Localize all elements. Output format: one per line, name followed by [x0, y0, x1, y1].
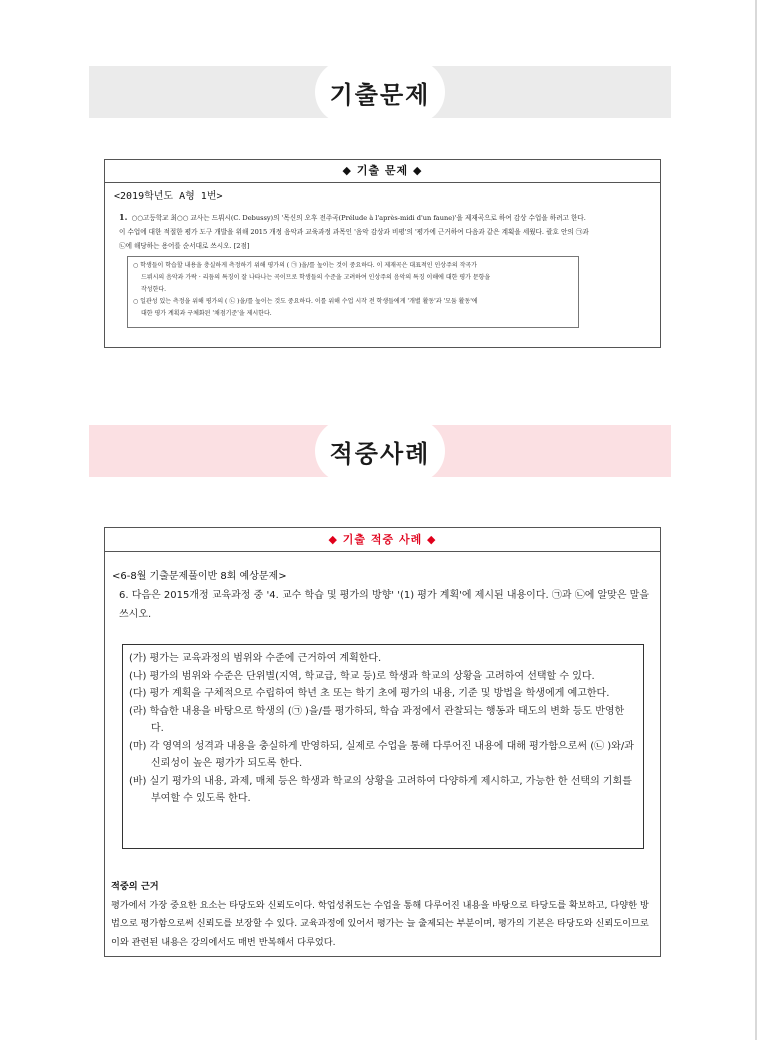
past-exam-source: <2019학년도 A형 1번> [114, 191, 223, 202]
past-exam-box-header: ◆ 기출 문제 ◆ [105, 160, 660, 183]
past-exam-box [104, 159, 661, 348]
list-item: (다) 평가 계획을 구체적으로 수립하여 학년 초 또는 학기 초에 평가의 내용, 기준 및 방법을 학생에게 예고한다. [129, 688, 610, 699]
hit-case-items-box [122, 644, 644, 849]
section-title-past-exam: 기출문제 [315, 60, 445, 124]
hit-basis-text: 평가에서 가장 중요한 요소는 타당도와 신뢰도이다. 학업성취도는 수업을 통해 다루어진 내용을 바탕으로 타당도를 확보하고, 다양한 방법으로 평가함으로써 신뢰도를 보장할 수 있다. 교육과정에 있어서 평가는 늘 출제되는 부분이며, 평가의 기본은 타당도와 신뢰도이므로 이와 관련된 내용은 강의에서도 매번 반복해서 다루었다. [111, 899, 649, 948]
condition-line: 작성한다. [141, 286, 167, 293]
section-title-hit-case: 적중사례 [315, 419, 445, 483]
list-item: (가) 평가는 교육과정의 범위와 수준에 근거하여 계획한다. [129, 653, 382, 664]
hit-basis [111, 878, 657, 952]
condition-line: ○ 학생들이 학습할 내용을 충실하게 측정하기 위해 평가의 ( ㉠ )을/를 높이는 것이 중요하다. 이 제재곡은 대표적인 인상주의 작곡가 [133, 262, 477, 269]
hit-case-source: <6-8월 기출문제풀이반 8회 예상문제> [112, 571, 287, 582]
list-item: (바) 실기 평가의 내용, 과제, 매체 등은 학생과 학교의 상황을 고려하여 다양하게 제시하고, 가능한 한 선택의 기회를 부여할 수 있도록 한다. [129, 775, 632, 804]
section-banner-hit-case [89, 425, 671, 477]
past-exam-conditions-box [127, 256, 579, 328]
past-exam-question [119, 210, 589, 253]
list-item: (라) 학습한 내용을 바탕으로 학생의 (㉠ )을/를 평가하되, 학습 과정에서 관찰되는 행동과 태도의 변화 등도 반영한다. [129, 705, 625, 734]
question-number: 1. [119, 212, 128, 222]
condition-line: ○ 일관성 있는 측정을 위해 평가의 ( ㉡ )을/를 높이는 것도 중요하다. 이를 위해 수업 시작 전 학생들에게 '개별 활동'과 '모둠 활동'에 [133, 298, 478, 305]
condition-line: 드뷔시의 음악과 가락 · 리듬의 특징이 잘 나타나는 곡이므로 학생들의 수준을 고려하여 인상주의 음악의 특징 이해에 대한 평가 문항을 [141, 274, 491, 281]
hit-case-box [104, 527, 661, 957]
question-text: ○○고등학교 최○○ 교사는 드뷔시(C. Debussy)의 '목신의 오후 전주곡(Prélude à l'après-midi d'un faune)'을 제재곡으로 하여 감상 수업을 하려고 한다. 이 수업에 대한 적절한 평가 도구 개발을 위해 2015 개정 음악과 교육과정 과목인 '음악 감상과 비평'의 '평가에 근거하여 다음과 같은 계획을 세웠다. 괄호 안의 ㉠과 ㉡에 해당하는 용어를 순서대로 쓰시오. [2점] [119, 214, 589, 250]
condition-line: 대한 평가 계획과 구체화된 '채점기준'을 제시한다. [141, 310, 272, 317]
hit-case-question: 6. 다음은 2015개정 교육과정 중 '4. 교수 학습 및 평가의 방향' '(1) 평가 계획'에 제시된 내용이다. ㉠과 ㉡에 알맞은 말을 쓰시오. [119, 590, 650, 620]
section-banner-past-exam [89, 66, 671, 118]
list-item: (마) 각 영역의 성격과 내용을 충실하게 반영하되, 실제로 수업을 통해 다루어진 내용에 대해 평가함으로써 (㉡ )와/과 신뢰성이 높은 평가가 되도록 한다. [129, 740, 634, 769]
hit-basis-title: 적중의 근거 [111, 881, 159, 892]
hit-case-box-header: ◆ 기출 적중 사례 ◆ [105, 528, 660, 552]
list-item: (나) 평가의 범위와 수준은 단위별(지역, 학교급, 학교 등)로 학생과 학교의 상황을 고려하여 선택할 수 있다. [129, 670, 595, 682]
